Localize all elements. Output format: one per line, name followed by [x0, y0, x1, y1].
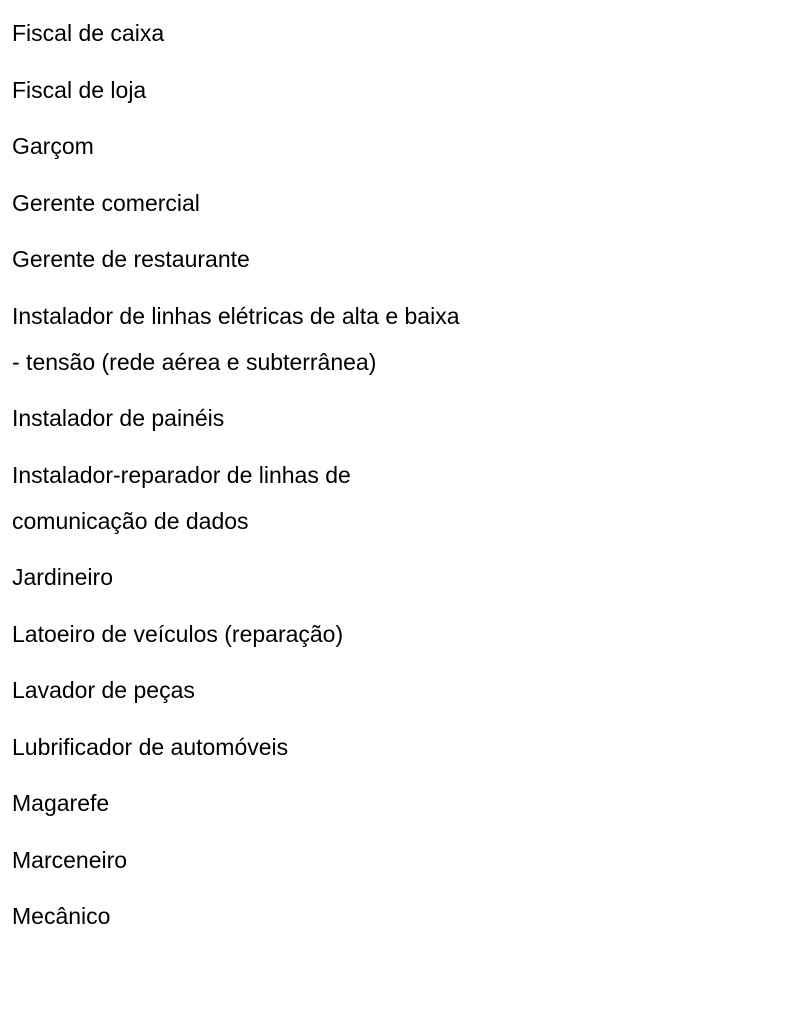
job-item-latoeiro-de-veiculos: Latoeiro de veículos (reparação) [12, 620, 344, 647]
job-item-lavador-de-pecas: Lavador de peças [12, 677, 195, 703]
job-item-instalador-de-paineis: Instalador de painéis [12, 405, 225, 431]
job-item-fiscal-de-loja: Fiscal de loja [12, 76, 147, 103]
job-item-mecanico: Mecânico [12, 903, 111, 929]
job-item-jardineiro: Jardineiro [12, 564, 113, 590]
job-item-magarefe: Magarefe [12, 790, 110, 816]
job-item-gerente-de-restaurante: Gerente de restaurante [12, 246, 250, 272]
job-item-instalador-reparador-de-linhas: Instalador-reparador de linhas de comunicação de dados [12, 461, 351, 534]
job-item-lubrificador-de-automoveis: Lubrificador de automóveis [12, 733, 289, 760]
job-item-gerente-comercial: Gerente comercial [12, 189, 200, 216]
job-title-list [12, 10, 472, 950]
job-item-marceneiro: Marceneiro [12, 846, 128, 873]
job-item-instalador-de-linhas-eletricas: Instalador de linhas elétricas de alta e baixa - tensão (rede aérea e subterrânea) [12, 302, 460, 375]
job-item-fiscal-de-caixa: Fiscal de caixa [12, 20, 165, 46]
job-item-garcom: Garçom [12, 133, 94, 159]
